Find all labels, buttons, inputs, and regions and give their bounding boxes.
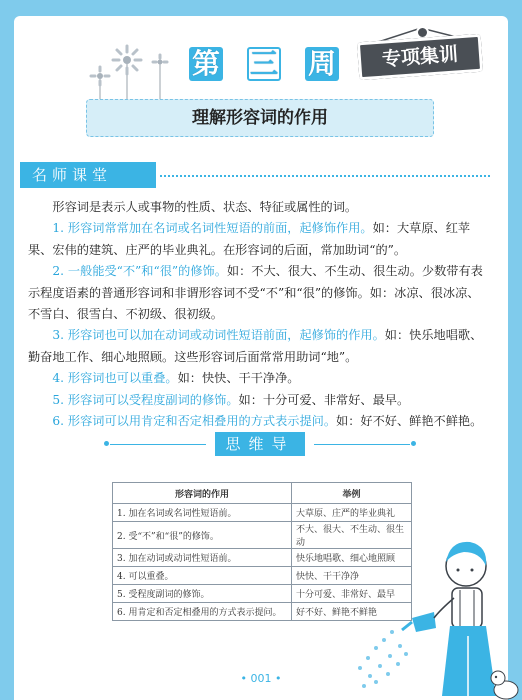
point-5-rest: 如：十分可爱、非常好、最早。 — [238, 392, 410, 407]
point-4-rest: 如：快快、干干净净。 — [177, 371, 300, 386]
mind-map-dot-right — [411, 441, 416, 446]
table-cell: 快快、干干净净 — [292, 567, 412, 585]
mind-map-header — [84, 432, 436, 477]
point-5 — [28, 390, 484, 411]
section-label: 名师课堂 — [20, 162, 156, 188]
point-5-lead: 5. 形容词可以受程度副词的修饰。 — [52, 392, 239, 407]
point-4 — [28, 368, 484, 389]
week-char-2: 三 — [247, 47, 281, 81]
table-cell: 6. 用肯定和否定相叠用的方式表示提问。 — [113, 603, 292, 621]
table-header-row — [113, 483, 412, 504]
special-training-tag — [352, 20, 490, 82]
lesson-body — [28, 197, 484, 432]
point-3-rest: 如：快乐地唱歌、勤奋地工作、细心地照顾。这些形容词后面常常用助词“地”。 — [28, 328, 483, 364]
mind-map-title: 思维导图 — [215, 432, 305, 456]
point-4-lead: 4. 形容词也可以重叠。 — [52, 371, 178, 386]
point-3 — [28, 325, 484, 368]
intro-paragraph: 形容词是表示人或事物的性质、状态、特征或属性的词。 — [52, 200, 358, 214]
point-2 — [28, 261, 484, 325]
tag-label: 专项集训 — [357, 34, 483, 81]
point-1-rest: 如：大草原、红苹果、宏伟的建筑、庄严的毕业典礼。在形容词的后面，常加助词“的”。 — [28, 221, 471, 257]
section-header — [20, 162, 490, 188]
week-title — [189, 44, 339, 84]
point-2-rest: 如：不大、很大、不生动、很生动。少数带有表示程度语素的普通形容词和非谓形容词不受“不”和“很”的修饰。如：冰凉、很冰凉、不雪白、很雪白、不初级、很初级。 — [28, 264, 483, 322]
point-2-lead: 2. 一般能受“不”和“很”的修饰。 — [52, 264, 227, 279]
table-cell: 5. 受程度副词的修饰。 — [113, 585, 292, 603]
table-cell: 2. 受“不”和“很”的修饰。 — [113, 522, 292, 549]
mind-map-line-left — [110, 444, 206, 445]
mind-map-dot-left — [104, 441, 109, 446]
table-cell: 4. 可以重叠。 — [113, 567, 292, 585]
column-header: 举例 — [292, 483, 412, 504]
table-cell: 好不好、鲜艳不鲜艳 — [292, 603, 412, 621]
table-cell: 1. 加在名词或名词性短语前。 — [113, 504, 292, 522]
dotted-divider — [160, 175, 490, 177]
page-subtitle: 理解形容词的作用 — [86, 99, 434, 137]
point-3-lead: 3. 形容词也可以加在动词或动词性短语前面，起修饰的作用。 — [52, 328, 385, 343]
page-number: • 001 • — [240, 672, 282, 685]
table-cell: 快乐地唱歌、细心地照顾 — [292, 549, 412, 567]
point-6-rest: 如：好不好、鲜艳不鲜艳。 — [336, 414, 483, 429]
point-6-lead: 6. 形容词可以用肯定和否定相叠用的方式表示提问。 — [52, 414, 337, 429]
mind-map-line-right — [314, 444, 410, 445]
week-char-3: 周 — [305, 47, 339, 81]
table-cell: 大草原、庄严的毕业典礼 — [292, 504, 412, 522]
point-1-lead: 1. 形容词常常加在名词或名词性短语的前面，起修饰作用。 — [52, 221, 373, 236]
point-1 — [28, 218, 484, 261]
table-cell: 十分可爱、非常好、最早 — [292, 585, 412, 603]
column-header: 形容词的作用 — [113, 483, 292, 504]
point-6 — [28, 411, 484, 432]
table-cell: 3. 加在动词或动词性短语前。 — [113, 549, 292, 567]
table-cell: 不大、很大、不生动、很生动 — [292, 522, 412, 549]
week-char-1: 第 — [189, 47, 223, 81]
